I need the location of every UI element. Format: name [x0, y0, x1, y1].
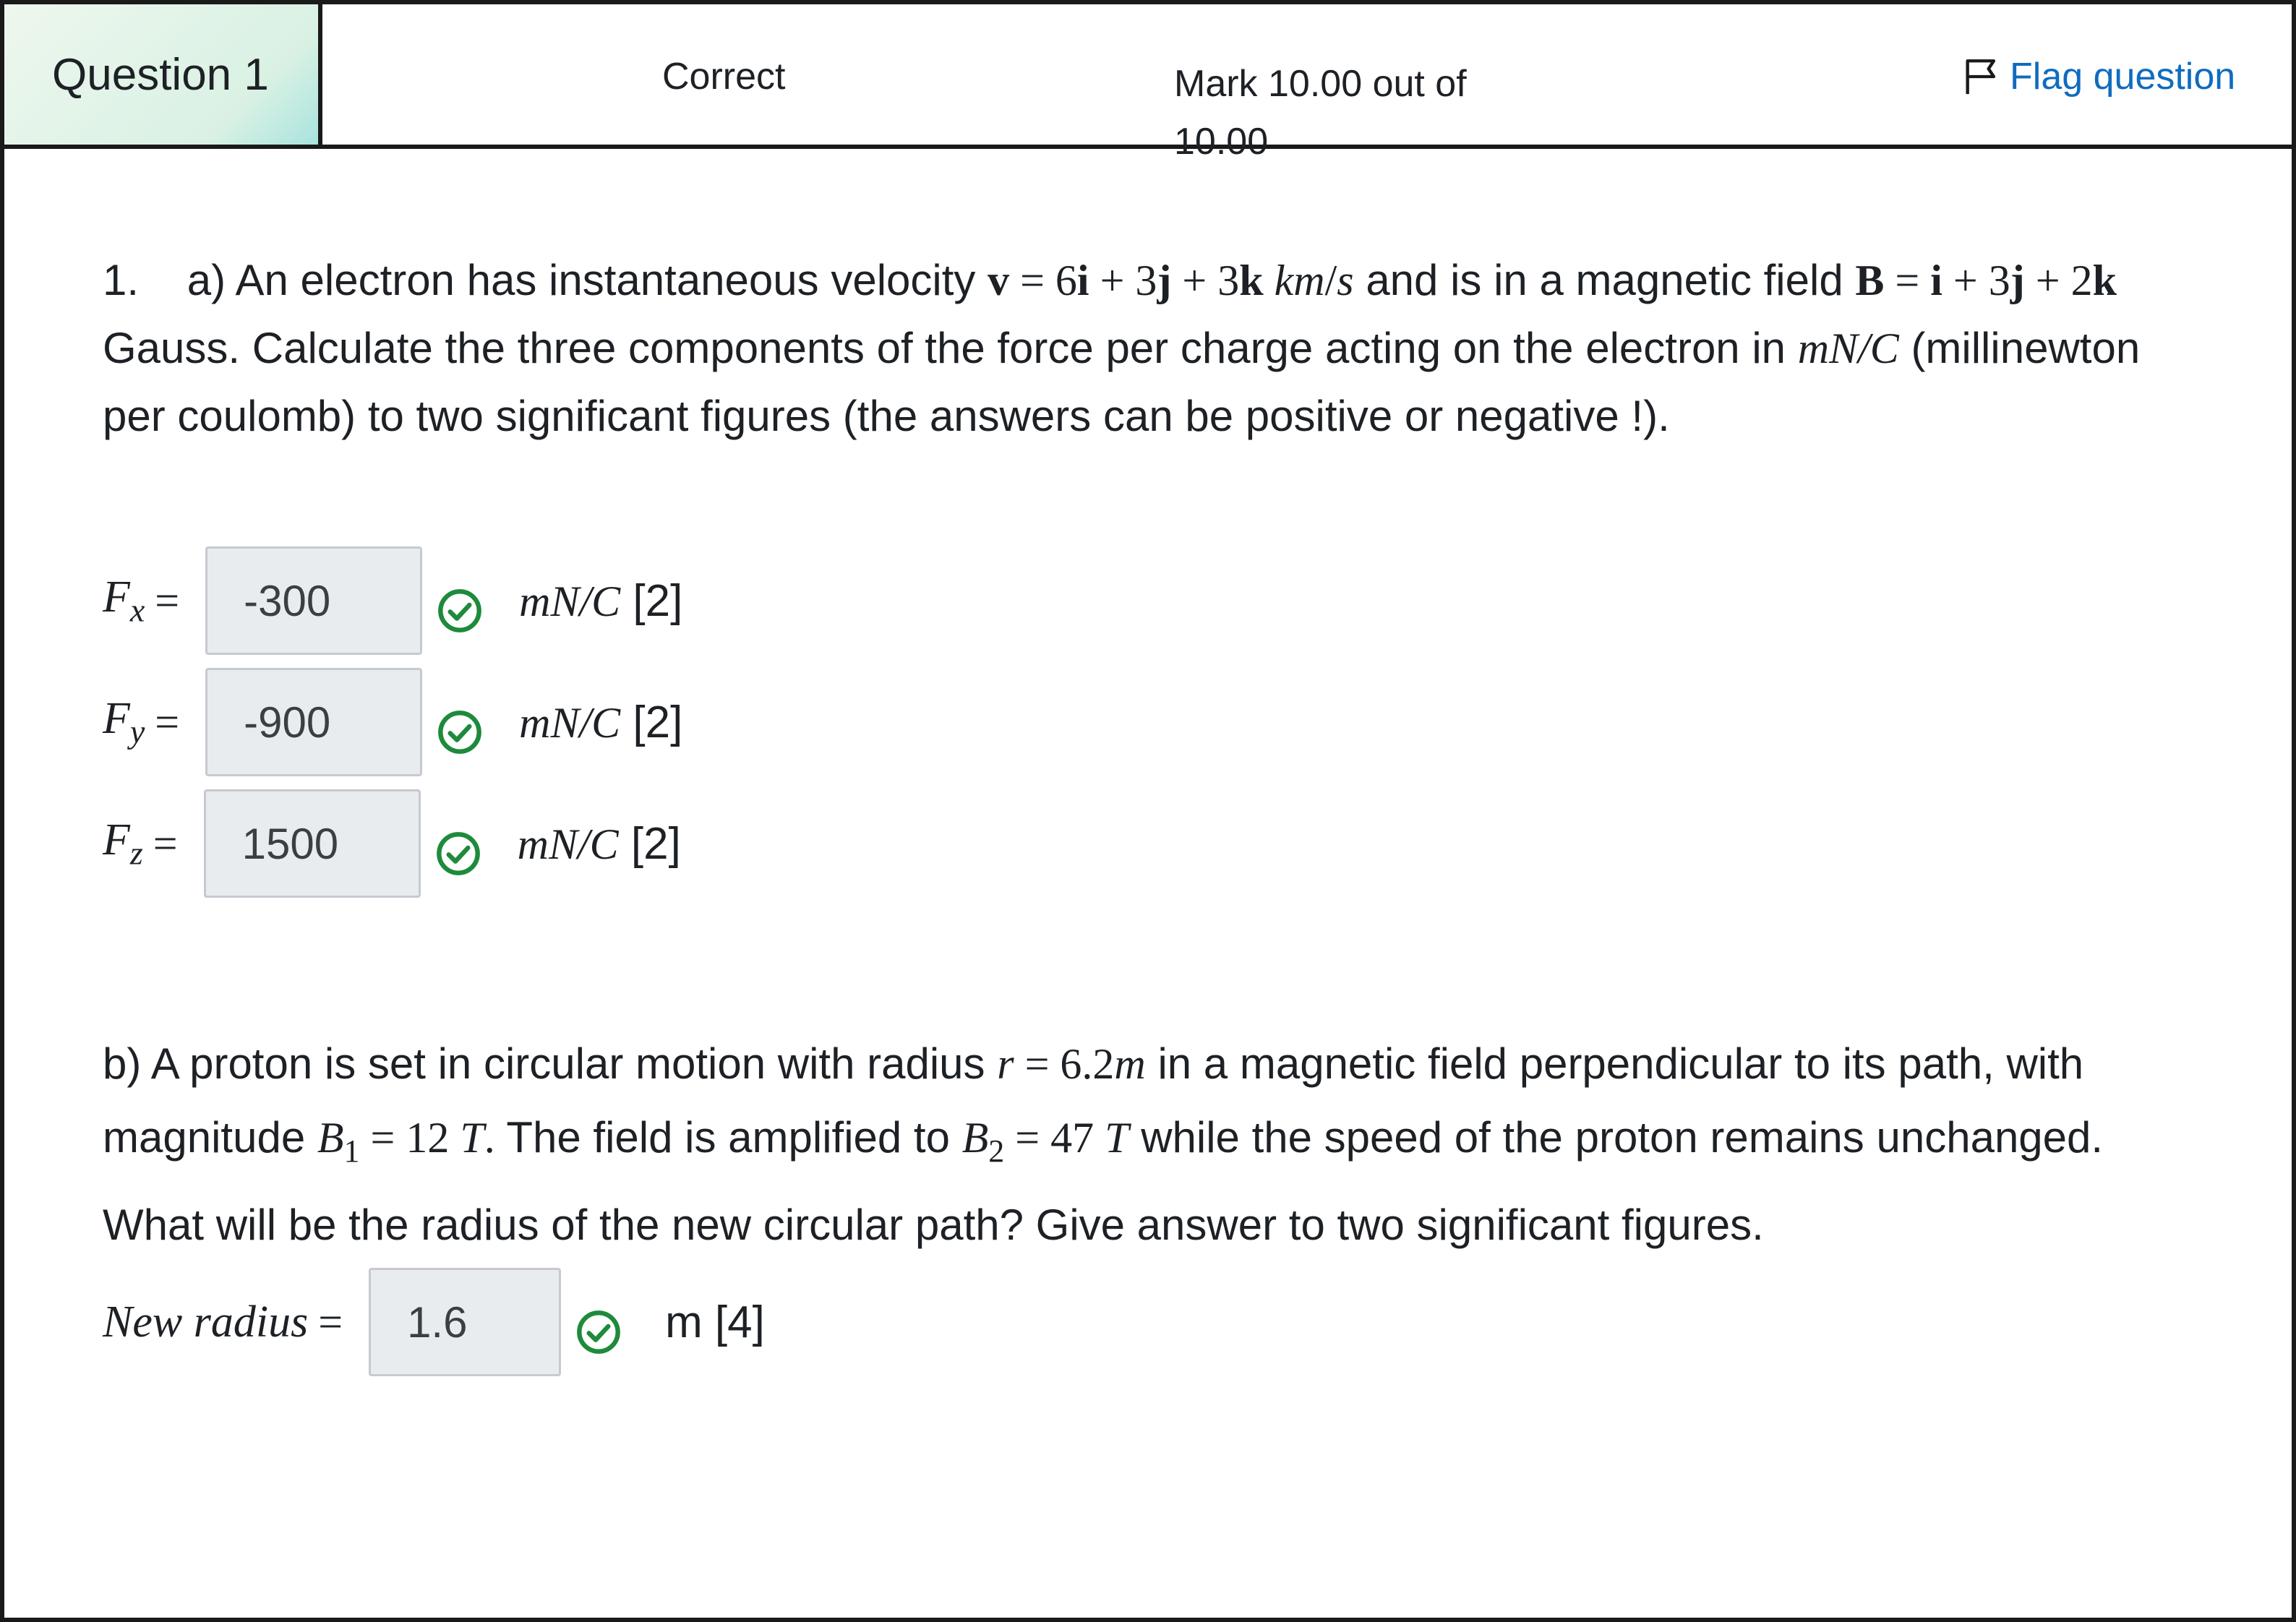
part-a-end: (millinewton per coulomb) to two significant figures (the answers can be positive or negative !). [103, 324, 2141, 440]
check-circle-icon [437, 709, 483, 755]
fx-label: $F_x$ [103, 572, 145, 629]
flag-question-link[interactable] [1961, 55, 2235, 98]
part-a-text [103, 246, 2214, 450]
fx-unit: mN/C [2] [519, 575, 683, 626]
answer-row-fx: $F_x$ = -300 mN/C [2] [103, 546, 682, 655]
new-radius-label: New radius [103, 1297, 309, 1347]
part-b-t3: The field is amplified to [506, 1113, 950, 1162]
question-label: Question 1 [52, 50, 269, 100]
part-b-t4: while the speed of the proton remains unchanged. What will be the radius of the new circular path? Give answer to two significant figures. [103, 1113, 2104, 1249]
question-header [4, 4, 2292, 163]
question-grade: Mark 10.00 out of 10.00 [1174, 63, 1467, 163]
fy-answer-input[interactable]: -900 [205, 668, 422, 776]
fy-unit: mN/C [2] [519, 697, 683, 747]
b2-formula: $B_2 = 47$ T [961, 1114, 1129, 1169]
fz-label: $F_z$ [103, 815, 143, 872]
radius-unit: m [4] [665, 1297, 765, 1347]
velocity-formula: v = 6i + 3j + 3k km/s [988, 257, 1354, 304]
flag-question-label: Flag question [2010, 56, 2236, 98]
check-circle-icon [435, 831, 481, 877]
radius-formula: r = 6.2m [997, 1040, 1146, 1088]
part-b-t2: in a magnetic field perpendicular to its path, with magnitude [103, 1039, 2084, 1162]
fy-label: $F_y$ [103, 694, 145, 750]
answer-row-fz: $F_z$ = 1500 mN/C [2] [103, 789, 681, 898]
part-b-text [103, 1027, 2214, 1262]
question-state: Correct [662, 56, 786, 98]
check-circle-icon [437, 588, 483, 634]
part-a-mid2: Gauss. Calculate the three components of the force per charge acting on the electron in [103, 324, 1786, 372]
part-b-t1: b) A proton is set in circular motion with radius [103, 1039, 985, 1088]
flag-outline-icon [1961, 56, 2002, 98]
b1-formula: $B_1 = 12$ T. [317, 1114, 495, 1169]
part-a-mid1: and is in a magnetic field [1366, 256, 1843, 304]
fz-answer-input[interactable]: 1500 [204, 789, 421, 898]
inline-unit: mN/C [1797, 325, 1899, 372]
answer-row-fy: $F_y$ = -900 mN/C [2] [103, 668, 682, 776]
check-circle-icon [575, 1309, 622, 1355]
question-number-text: 1. [103, 256, 140, 304]
answer-row-radius: New radius = 1.6 m [4] [103, 1268, 765, 1376]
question-number-box [4, 4, 322, 145]
field-formula: B = i + 3j + 2k [1855, 257, 2117, 304]
part-a-intro: a) An electron has instantaneous velocity [187, 256, 976, 304]
fz-unit: mN/C [2] [517, 818, 681, 869]
radius-answer-input[interactable]: 1.6 [369, 1268, 561, 1376]
fx-answer-input[interactable]: -300 [205, 546, 422, 655]
